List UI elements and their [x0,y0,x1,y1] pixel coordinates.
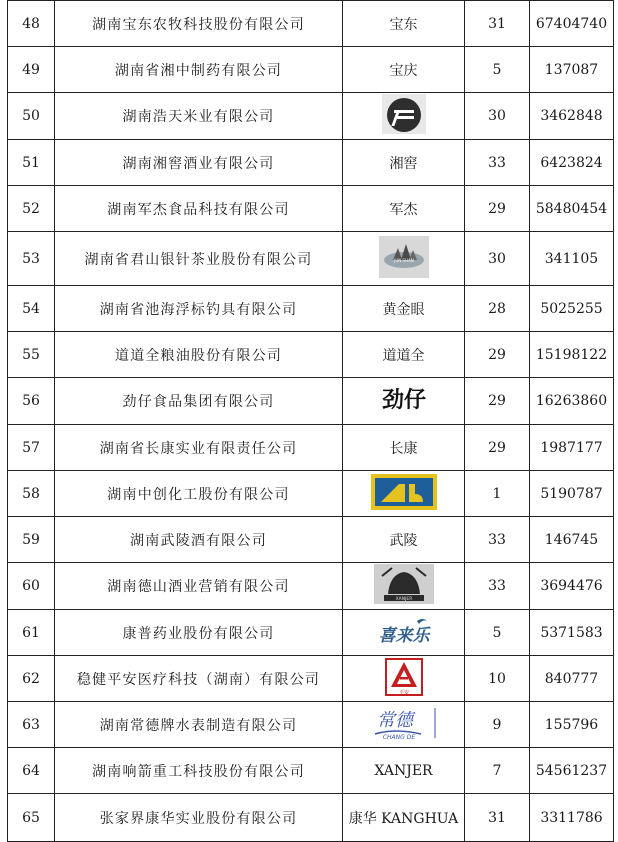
trademark: 长康 [343,425,465,471]
table-row [8,563,614,610]
registration-number: 54561237 [530,748,614,794]
class-number: 31 [465,1,530,47]
table-row [8,1,614,47]
svg-text:CHANG DE: CHANG DE [382,733,415,741]
class-number: 5 [465,47,530,93]
registration-number: 341105 [530,232,614,286]
registration-number: 58480454 [530,186,614,232]
trademark [343,232,465,286]
row-number: 57 [8,425,55,471]
registration-number: 155796 [530,702,614,748]
table-row [8,471,614,517]
trademark: 军杰 [343,186,465,232]
class-number: 7 [465,748,530,794]
zhongchuang-logo [371,474,437,514]
haotian-logo [382,94,426,138]
class-number: 30 [465,232,530,286]
row-number: 64 [8,748,55,794]
company-name: 湖南省君山银针茶业股份有限公司 [55,232,343,286]
deshan-logo [374,564,434,608]
svg-text:常德: 常德 [376,709,413,731]
trademark: 湘窖 [343,140,465,186]
table-row [8,610,614,656]
trademark [343,471,465,517]
table-row [8,425,614,471]
pingan-logo [384,657,424,701]
company-name: 湖南浩天米业有限公司 [55,93,343,140]
table-row [8,47,614,93]
table-row [8,332,614,378]
junshan-logo [379,236,429,282]
registration-number: 5371583 [530,610,614,656]
company-name: 康普药业股份有限公司 [55,610,343,656]
svg-text:JUN SHAN: JUN SHAN [393,257,414,263]
company-name: 湖南宝东农牧科技股份有限公司 [55,1,343,47]
class-number: 29 [465,332,530,378]
trademark: XANJER [343,748,465,794]
company-name: 湖南湘窖酒业有限公司 [55,140,343,186]
registration-number: 1987177 [530,425,614,471]
class-number: 33 [465,140,530,186]
table-row [8,140,614,186]
svg-text:XANJER: XANJER [395,597,412,602]
trademark [343,378,465,425]
class-number: 29 [465,425,530,471]
row-number: 56 [8,378,55,425]
registration-number: 6423824 [530,140,614,186]
class-number: 29 [465,378,530,425]
class-number: 31 [465,794,530,842]
trademark [343,656,465,702]
table-row [8,93,614,140]
registration-number: 840777 [530,656,614,702]
company-name: 稳健平安医疗科技（湖南）有限公司 [55,656,343,702]
class-number: 30 [465,93,530,140]
class-number: 33 [465,563,530,610]
jinzai-logo [372,386,436,416]
row-number: 61 [8,610,55,656]
svg-text:劲仔: 劲仔 [381,388,426,412]
row-number: 51 [8,140,55,186]
xilaile-logo [369,615,439,651]
changde-logo [365,704,443,746]
table-row [8,378,614,425]
row-number: 49 [8,47,55,93]
company-name: 湖南德山酒业营销有限公司 [55,563,343,610]
row-number: 50 [8,93,55,140]
company-name: 湖南军杰食品科技有限公司 [55,186,343,232]
registration-number: 5190787 [530,471,614,517]
class-number: 9 [465,702,530,748]
row-number: 48 [8,1,55,47]
table-row [8,794,614,842]
company-name: 劲仔食品集团有限公司 [55,378,343,425]
row-number: 59 [8,517,55,563]
row-number: 53 [8,232,55,286]
registration-number: 3462848 [530,93,614,140]
svg-text:喜来乐: 喜来乐 [378,625,429,646]
company-name: 湖南响箭重工科技股份有限公司 [55,748,343,794]
row-number: 62 [8,656,55,702]
trademark: 康华 KANGHUA [343,794,465,842]
row-number: 65 [8,794,55,842]
registration-number: 3694476 [530,563,614,610]
trademark: 武陵 [343,517,465,563]
row-number: 58 [8,471,55,517]
table-row [8,286,614,332]
company-name: 湖南省湘中制药有限公司 [55,47,343,93]
registration-number: 5025255 [530,286,614,332]
trademark: 宝东 [343,1,465,47]
trademark: 宝庆 [343,47,465,93]
company-name: 湖南武陵酒有限公司 [55,517,343,563]
class-number: 5 [465,610,530,656]
class-number: 10 [465,656,530,702]
row-number: 52 [8,186,55,232]
row-number: 63 [8,702,55,748]
table-row [8,702,614,748]
registration-number: 67404740 [530,1,614,47]
trademark [343,610,465,656]
svg-text:平安: 平安 [398,689,409,696]
trademark [343,702,465,748]
company-name: 湖南中创化工股份有限公司 [55,471,343,517]
trademark: 道道全 [343,332,465,378]
table-row [8,186,614,232]
company-name: 张家界康华实业股份有限公司 [55,794,343,842]
company-name: 湖南常德牌水表制造有限公司 [55,702,343,748]
table-row [8,517,614,563]
class-number: 28 [465,286,530,332]
trademark-table [7,0,614,842]
company-name: 湖南省池海浮标钓具有限公司 [55,286,343,332]
row-number: 60 [8,563,55,610]
trademark [343,93,465,140]
table-row [8,656,614,702]
class-number: 33 [465,517,530,563]
class-number: 1 [465,471,530,517]
trademark [343,563,465,610]
table-body [8,1,614,842]
trademark: 黄金眼 [343,286,465,332]
registration-number: 15198122 [530,332,614,378]
row-number: 54 [8,286,55,332]
registration-number: 3311786 [530,794,614,842]
company-name: 湖南省长康实业有限责任公司 [55,425,343,471]
company-name: 道道全粮油股份有限公司 [55,332,343,378]
table-row [8,748,614,794]
registration-number: 146745 [530,517,614,563]
table-row [8,232,614,286]
registration-number: 16263860 [530,378,614,425]
class-number: 29 [465,186,530,232]
row-number: 55 [8,332,55,378]
registration-number: 137087 [530,47,614,93]
